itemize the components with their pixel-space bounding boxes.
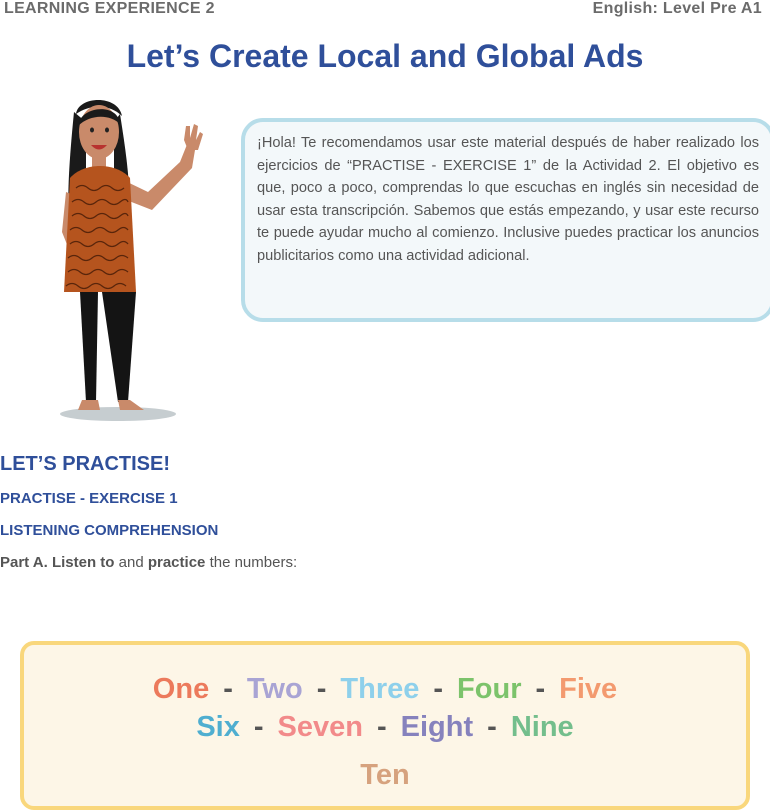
number-word: Six — [196, 711, 240, 743]
number-word: Seven — [277, 711, 363, 743]
skill-heading: LISTENING COMPREHENSION — [0, 522, 219, 539]
number-separator: - — [487, 711, 497, 743]
number-word: Four — [457, 673, 522, 705]
exercise-heading: PRACTISE - EXERCISE 1 — [0, 490, 178, 507]
number-separator: - — [316, 673, 327, 705]
numbers-label: the numbers: — [209, 554, 298, 571]
level-label: English: Level Pre A1 — [592, 0, 762, 17]
practice-label: practice — [147, 554, 206, 571]
number-word: Three — [340, 673, 420, 705]
intro-message: ¡Hola! Te recomendamos usar este material después de haber realizado los ejercicios de “PRACTISE - EXERCISE 1” de la Actividad 2. El objetivo es que, poco a poco, comprendas lo que escuchas en inglés sin necesidad de usar esta transcripción. Sabemos que estás empezando, y usar este recurso te puede ayudar mucho al comienzo. Inclusive puedes practicar los anuncios publicitarios como una actividad adicional. — [241, 118, 770, 322]
number-separator: - — [535, 673, 546, 705]
number-word: One — [152, 673, 210, 705]
experience-label: LEARNING EXPERIENCE 2 — [4, 0, 215, 17]
numbers-row-1 — [24, 673, 746, 706]
number-word: Five — [559, 673, 618, 705]
number-separator: - — [253, 711, 264, 743]
numbers-box — [20, 641, 750, 810]
number-word: Nine — [510, 711, 574, 743]
number-separator: - — [223, 673, 233, 705]
page-title: Let’s Create Local and Global Ads — [126, 38, 644, 74]
listen-label: Listen to — [51, 554, 115, 571]
number-word: Two — [246, 673, 303, 705]
number-separator: - — [433, 673, 444, 705]
and-label: and — [118, 554, 144, 571]
number-word: Ten — [360, 759, 410, 791]
part-a-instruction — [0, 554, 297, 571]
teacher-illustration — [40, 92, 220, 424]
section-heading: LET’S PRACTISE! — [0, 453, 171, 475]
number-separator: - — [376, 711, 387, 743]
number-word: Eight — [400, 711, 474, 743]
numbers-row-2 — [24, 711, 746, 744]
numbers-row-3 — [24, 759, 746, 792]
part-label: Part A. — [0, 554, 48, 571]
